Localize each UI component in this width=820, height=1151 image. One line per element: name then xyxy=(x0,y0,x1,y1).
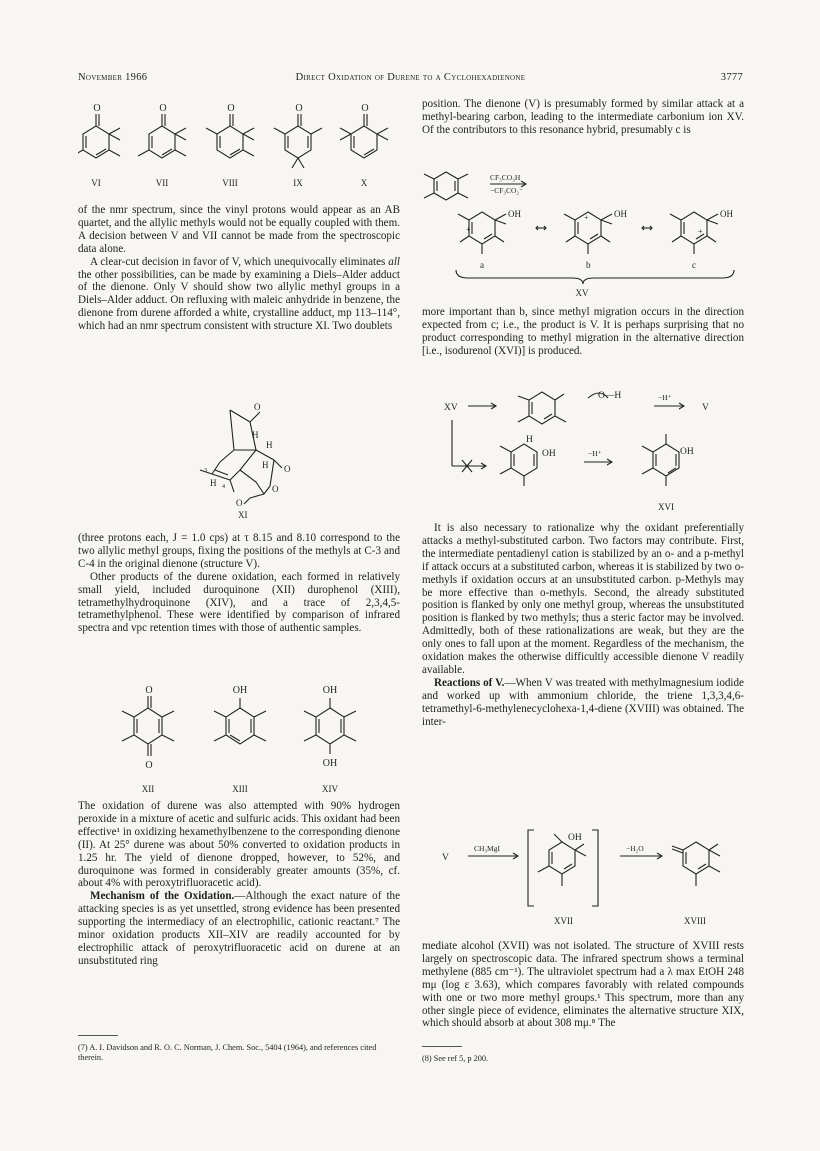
atom-oh: OH xyxy=(614,209,627,219)
label-viii: VIII xyxy=(222,178,238,188)
atom-oh: OH xyxy=(680,447,694,457)
label-a: a xyxy=(480,260,484,270)
footnote-rule xyxy=(422,1046,462,1047)
label-xvi: XVI xyxy=(658,502,674,512)
left-text-block-2 xyxy=(78,532,400,635)
atom-o: O xyxy=(236,498,243,508)
label-vi: VI xyxy=(91,178,101,188)
running-header xyxy=(78,72,743,88)
charge-plus: + xyxy=(698,227,703,236)
label-ix: IX xyxy=(293,178,303,188)
reagent-grignard: CH₃MgI xyxy=(474,844,500,853)
label-xiv: XIV xyxy=(322,784,338,794)
paragraph: mediate alcohol (XVII) was not isolated. The structure of XVIII rests largely on spectroscopic data. The infrared spectrum shows a terminal methylene (885 cm⁻¹). The ultraviolet spectrum had a λ max EtOH 248 mμ (log ε 3.63), which compares favorably with related compounds with one or two more methyl groups.¹ This spectrum, more than any other single piece of evidence, eliminates the alternative structure XIX, which should absorb at about 308 mμ.⁸ The xyxy=(422,940,744,1030)
atom-o: O xyxy=(145,760,153,771)
reagent-bottom: −CF₃CO₂⁻ xyxy=(490,186,524,195)
paragraph: more important than b, since methyl migration occurs in the direction expected from c; i.e., the product is V. It is perhaps surprising that no product corresponding to methyl migration in the alternative direction [i.e., isodurenol (XVI)] is produced. xyxy=(422,306,744,357)
paragraph: (three protons each, J = 1.0 cps) at τ 8.15 and 8.10 correspond to the two allylic methyl groups, fixing the positions of the methyls at C-3 and C-4 in the original dienone (structure V). xyxy=(78,532,400,570)
footnote-8: (8) See ref 5, p 200. xyxy=(422,1054,489,1063)
label-x: X xyxy=(360,178,368,188)
atom-oh: O—H xyxy=(598,391,622,401)
atom-o: O xyxy=(145,685,153,696)
paragraph: Other products of the durene oxidation, each formed in relatively small yield, included duroquinone (XII) durophenol (XIII), tetramethylhydroquinone (XIV), and a trace of 2,3,4,5-tetramethylphenol. These were identified by comparison of infrared spectra and vpc retention times with those of authentic samples. xyxy=(78,570,400,635)
label-v-start: V xyxy=(442,853,449,863)
atom-oh: OH xyxy=(508,209,521,219)
carbon-number-4: 4 xyxy=(222,484,225,490)
figure-scheme-xvi xyxy=(422,384,744,518)
page-number: 3777 xyxy=(720,72,743,83)
atom-oh: OH xyxy=(568,833,582,843)
header-date: November 1966 xyxy=(78,72,148,83)
atom-o: O xyxy=(254,402,261,412)
paragraph: Reactions of V.—When V was treated with methylmagnesium iodide and worked up with ammonium chloride, the triene 1,3,3,4,6-tetramethyl-6-methylenecyclohexa-1,4-diene (XVIII) was obtained. The inter- xyxy=(422,676,744,728)
atom-oh: OH xyxy=(322,685,338,696)
reagent-minus-water: −H₂O xyxy=(626,844,644,853)
paragraph: position. The dienone (V) is presumably formed by similar attack at a methyl-bearing carbon, leading to the intermediate carbonium ion XV. Of the contributors to this resonance hybrid, presumably c is xyxy=(422,98,744,136)
label-xvii: XVII xyxy=(554,916,573,926)
footnote-rule xyxy=(78,1035,118,1036)
label-v-product: V xyxy=(702,403,709,413)
label-vii: VII xyxy=(155,178,169,188)
atom-o-viii: O xyxy=(227,103,235,114)
atom-oh: OH xyxy=(720,209,733,219)
atom-h: H xyxy=(262,460,269,470)
label-xv: XV xyxy=(575,288,589,298)
atom-h: H xyxy=(526,435,533,445)
header-title: Direct Oxidation of Durene to a Cyclohexadienone xyxy=(295,72,526,83)
reagent-top: CF₃CO₃H xyxy=(490,173,521,182)
atom-h: H xyxy=(252,430,259,440)
label-xviii: XVIII xyxy=(684,916,706,926)
right-text-block-3 xyxy=(422,522,744,729)
left-text-block-1 xyxy=(78,204,400,333)
label-xi: XI xyxy=(238,510,248,520)
atom-o-ix: O xyxy=(295,103,303,114)
paragraph: It is also necessary to rationalize why the oxidant preferentially attacks a methyl-substituted carbon. Two factors may contribute. First, the intermediate pentadienyl cation is stabilized by an o- and a p-methyl if attack occurs at a substituted carbon, whereas it is stabilized by two o-methyls if oxidation occurs at an unsubstituted carbon. p-Methyls may be more effective than o-methyls. Second, the already substituted position is flanked by only one methyl group, whereas the unsubstituted position is flanked by two methyls; thus a steric factor may be involved. Admittedly, both of these rationalizations are weak, but they are the only ones to fall upon at the moment. Regardless of the mechanism, the oxidation makes the otherwise difficultly accessible dienone V readily available. xyxy=(422,522,744,676)
atom-o-vi: O xyxy=(93,103,101,114)
footnote-7: (7) A. I. Davidson and R. O. C. Norman, J. Chem. Soc., 5404 (1964), and references cited therein. xyxy=(78,1043,377,1063)
right-text-block-1 xyxy=(422,98,744,137)
atom-oh: OH xyxy=(232,685,248,696)
figure-scheme-xvii-xviii xyxy=(422,824,744,936)
reagent-minus-h: −H⁺ xyxy=(658,393,672,402)
atom-o: O xyxy=(284,464,291,474)
reagent-minus-h: −H⁺ xyxy=(588,449,602,458)
paragraph: The oxidation of durene was also attempted with 90% hydrogen peroxide in a mixture of acetic and sulfuric acids. This oxidant had been effective¹ in oxidizing hexamethylbenzene to the corresponding dienone (II). At 25° durene was about 50% converted to oxidation products in 1.25 hr. The yield of dienone dropped, however, to 52%, and duroquinone was formed in considerably greater amounts (35%, cf. about 4% with peroxytrifluoracetic acid). xyxy=(78,800,400,890)
atom-o-vii: O xyxy=(159,103,167,114)
figure-carbonium-ion-xv xyxy=(422,166,744,300)
left-text-block-3 xyxy=(78,800,400,968)
label-b: b xyxy=(586,260,591,270)
figure-structure-xi xyxy=(190,400,310,520)
paragraph: A clear-cut decision in favor of V, which unequivocally eliminates all the other possibilities, can be made by examining a Diels–Alder adduct of the dienone. Only V should show two allylic methyl groups in a Diels–Alder adduct. On refluxing with maleic anhydride in benzene, the dienone from durene afforded a white, crystalline adduct, mp 113–114°, which had an nmr spectrum consistent with structure XI. Two doublets xyxy=(78,255,400,333)
charge-plus: + xyxy=(584,213,589,222)
label-c: c xyxy=(692,260,696,270)
atom-h: H xyxy=(210,478,217,488)
label-xiii: XIII xyxy=(232,784,248,794)
atom-oh: OH xyxy=(322,758,338,769)
figure-structures-vi-x xyxy=(78,98,408,190)
paragraph: of the nmr spectrum, since the vinyl protons would appear as an AB quartet, and the allylic methyls would not be equally coupled with them. A decision between V and VII cannot be made from the spectroscopic data alone. xyxy=(78,204,400,255)
charge-plus: + xyxy=(466,225,471,234)
right-text-block-4 xyxy=(422,940,744,1030)
atom-h: H xyxy=(266,440,273,450)
figure-structures-xii-xiv xyxy=(98,680,398,798)
atom-oh: OH xyxy=(542,449,556,459)
carbon-number-3: 3 xyxy=(204,468,207,474)
atom-o: O xyxy=(272,484,279,494)
atom-o-x: O xyxy=(361,103,369,114)
label-xii: XII xyxy=(141,784,155,794)
right-text-block-2 xyxy=(422,306,744,358)
label-xv-start: XV xyxy=(444,403,458,413)
paragraph: Mechanism of the Oxidation.—Although the exact nature of the attacking species is as yet unsettled, strong evidence has been presented supporting the intermediacy of an electrophilic, cationic reactant.⁷ The minor oxidation products XII–XIV are readily accounted for by electrophilic attack of peroxytrifluoracetic acid on durene at an unsubstituted ring xyxy=(78,890,401,967)
